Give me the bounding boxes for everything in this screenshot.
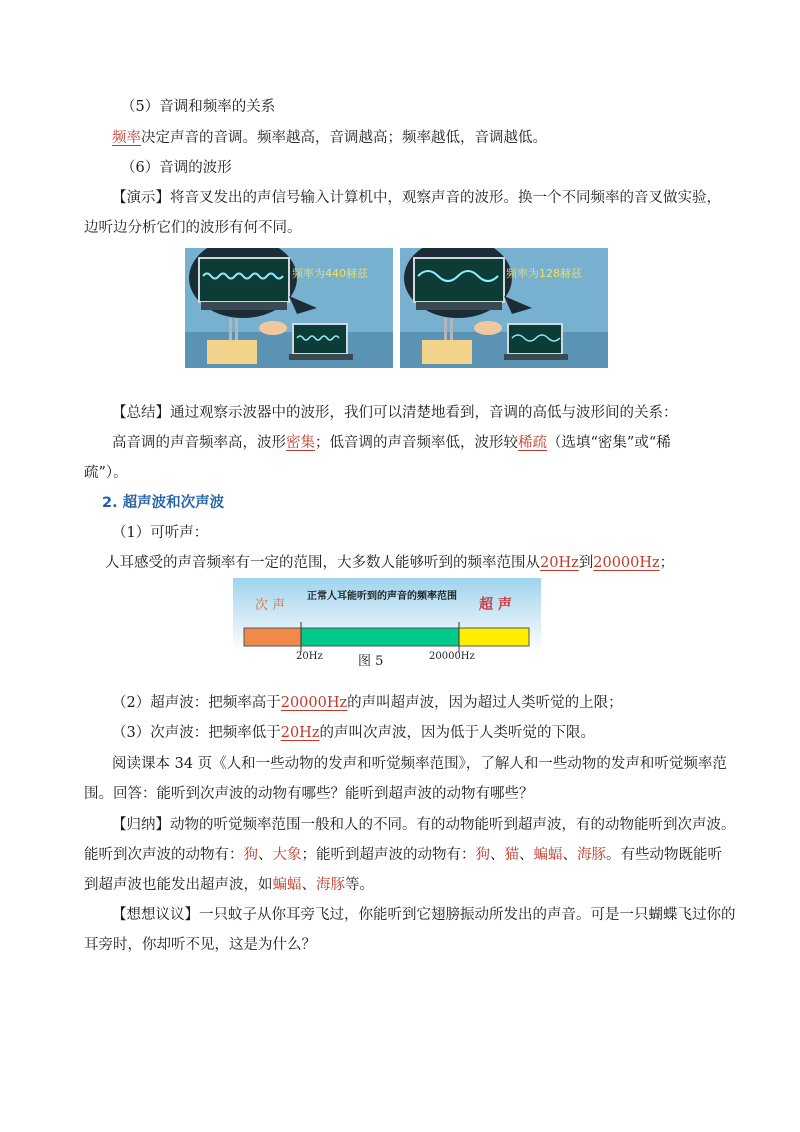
definition-text: （3）次声波：把频率低于 — [112, 725, 281, 741]
tick-20hz: 20Hz — [296, 651, 323, 662]
summary-text: 高音调的声音频率高，波形 — [112, 435, 286, 451]
audible-heading: （1）可听声： — [112, 525, 209, 541]
ultra-label: 超 声 — [479, 597, 512, 613]
induction-paragraph-line1: 【归纳】动物的听觉频率范围一般和人的不同。有的动物能听到超声波，有的动物能听到次声波。 — [112, 817, 736, 833]
induction-text: 等。 — [345, 877, 374, 893]
range-text: ； — [659, 555, 675, 571]
range-text: 到 — [578, 555, 594, 571]
summary-text: （选填“密集”或“稀 — [547, 435, 671, 451]
pitch-frequency-statement — [112, 128, 547, 148]
answer-sparse: 稀疏 — [518, 435, 547, 451]
induction-paragraph-line3 — [84, 875, 374, 895]
answer-infra-20hz: 20Hz — [280, 725, 320, 741]
answer-dolphin-2: 海豚 — [316, 877, 345, 893]
audible-bar — [301, 628, 459, 646]
answer-bat-2: 蝙蝠 — [272, 877, 302, 893]
answer-dog: 狗 — [243, 847, 258, 863]
section-5-heading: （5）音调和频率的关系 — [121, 99, 276, 115]
audible-range-statement — [105, 553, 674, 573]
answer-20000hz: 20000Hz — [593, 555, 660, 571]
induction-text: 到超声波也能发出超声波，如 — [84, 877, 273, 893]
summary-text: ；低音调的声音频率低，波形较 — [315, 435, 518, 451]
answer-20hz: 20Hz — [540, 555, 579, 571]
induction-paragraph-line2 — [84, 845, 722, 865]
section-2-heading: 2. 超声波和次声波 — [102, 495, 225, 511]
infra-label: 次 声 — [255, 598, 286, 613]
summary-paragraph-line1: 【总结】通过观察示波器中的波形，我们可以清楚地看到，音调的高低与波形间的关系： — [112, 405, 678, 421]
answer-frequency: 频率 — [112, 130, 141, 146]
answer-cat: 猫 — [504, 847, 519, 863]
answer-dense: 密集 — [286, 435, 315, 451]
induction-text: 、 — [258, 847, 273, 863]
answer-ultra-20000hz: 20000Hz — [280, 695, 348, 711]
answer-bat: 蝙蝠 — [533, 847, 563, 863]
discussion-paragraph-line1: 【想想议议】一只蚊子从你耳旁飞过，你能听到它翅膀振动所发出的声音。可是一只蝴蝶飞过你的 — [112, 907, 736, 923]
range-text: 人耳感受的声音频率有一定的范围，大多数人能够听到的频率范围从 — [105, 555, 540, 571]
demo-paragraph-line1: 【演示】将音叉发出的声信号输入计算机中，观察声音的波形。换一个不同频率的音叉做实验， — [112, 190, 721, 206]
frequency-range-figure — [233, 578, 541, 670]
freq-figure-title: 正常人耳能听到的声音的频率范围 — [307, 591, 457, 602]
demo-label-128hz: 频率为128赫兹 — [506, 267, 582, 280]
reading-paragraph-line2: 围。回答：能听到次声波的动物有哪些？能听到超声波的动物有哪些？ — [84, 786, 534, 802]
answer-dolphin: 海豚 — [577, 847, 606, 863]
demo-paragraph-line2: 边听边分析它们的波形有何不同。 — [84, 220, 302, 236]
induction-text: 、 — [519, 847, 534, 863]
summary-paragraph-line2 — [112, 433, 671, 453]
ultra-bar — [459, 628, 529, 646]
demo-image-440hz — [185, 248, 393, 368]
section-6-heading: （6）音调的波形 — [121, 160, 232, 176]
statement-text: 决定声音的音调。频率越高，音调越高；频率越低，音调越低。 — [141, 130, 547, 146]
induction-text: 、 — [301, 877, 316, 893]
induction-text: ；能听到超声波的动物有： — [301, 847, 476, 863]
answer-dog-2: 狗 — [475, 847, 490, 863]
figure-caption: 图 5 — [358, 654, 384, 669]
summary-paragraph-line3: 疏”）。 — [84, 465, 128, 481]
demo-label-440hz: 频率为440赫兹 — [292, 267, 368, 280]
induction-text: 、 — [490, 847, 505, 863]
definition-text: 的声叫次声波，因为低于人类听觉的下限。 — [319, 725, 595, 741]
definition-text: （2）超声波：把频率高于 — [112, 695, 281, 711]
discussion-paragraph-line2: 耳旁时，你却听不见，这是为什么？ — [84, 937, 316, 953]
demo-image-128hz — [400, 248, 608, 368]
answer-elephant: 大象 — [272, 847, 302, 863]
infrasonic-definition — [112, 723, 595, 743]
infra-bar — [244, 628, 301, 646]
induction-text: 能听到次声波的动物有： — [84, 847, 244, 863]
definition-text: 的声叫超声波，因为超过人类听觉的上限； — [347, 695, 623, 711]
ultrasonic-definition — [112, 693, 623, 713]
tick-20000hz: 20000Hz — [429, 651, 475, 662]
induction-text: 。有些动物既能听 — [606, 847, 722, 863]
reading-paragraph-line1: 阅读课本 34 页《人和一些动物的发声和听觉频率范围》，了解人和一些动物的发声和听觉频率范 — [112, 756, 727, 772]
induction-text: 、 — [562, 847, 577, 863]
